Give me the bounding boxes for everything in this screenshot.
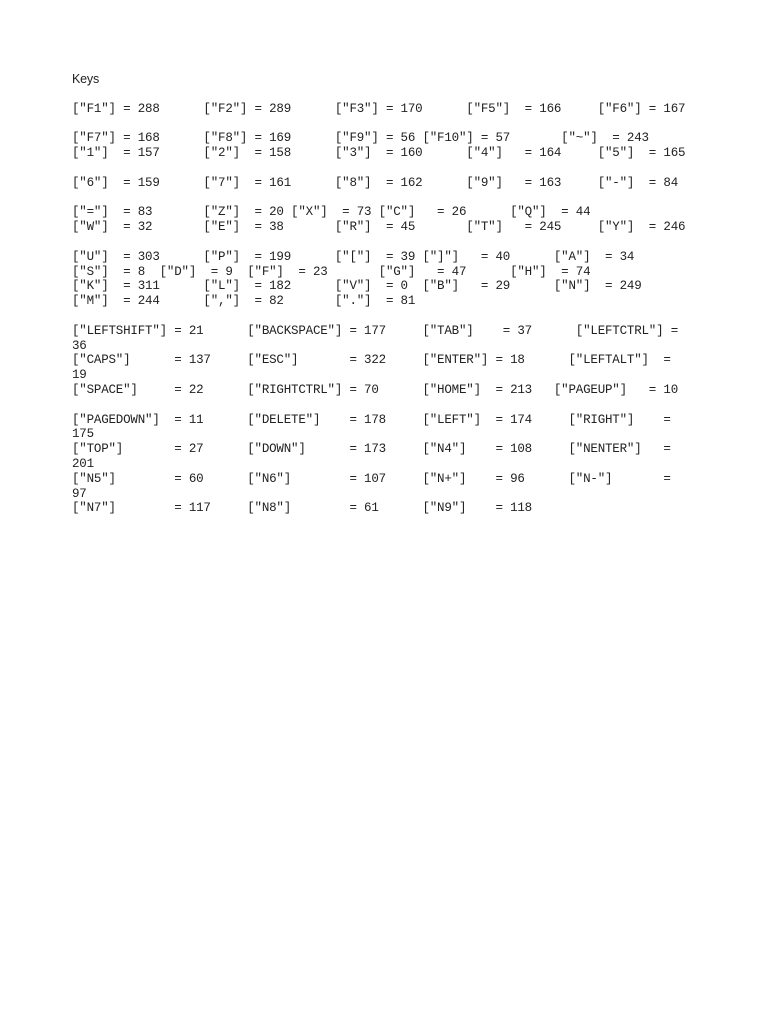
text-line: ["W"] = 32 ["E"] = 38 ["R"] = 45 ["T"] = 245 ["Y"] = 246 bbox=[72, 220, 686, 235]
text-line: ["6"] = 159 ["7"] = 161 ["8"] = 162 ["9"] = 163 ["-"] = 84 bbox=[72, 175, 679, 190]
text-line: ["M"] = 244 [","] = 82 ["."] = 81 bbox=[72, 294, 416, 309]
text-line: ["="] = 83 ["Z"] = 20 ["X"] = 73 ["C"] = 26 ["Q"] = 44 bbox=[72, 205, 591, 220]
text-line: 201 bbox=[72, 456, 94, 471]
blank-line bbox=[72, 87, 712, 102]
text-line: ["F7"] = 168 ["F8"] = 169 ["F9"] = 56 ["F10"] = 57 ["~"] = 243 bbox=[72, 131, 649, 146]
blank-line bbox=[72, 309, 712, 324]
text-line: ["PAGEDOWN"] = 11 ["DELETE"] = 178 ["LEFT"] = 174 ["RIGHT"] = bbox=[72, 412, 671, 427]
text-line: ["S"] = 8 ["D"] = 9 ["F"] = 23 ["G"] = 47 ["H"] = 74 bbox=[72, 264, 591, 279]
text-line: ["LEFTSHIFT"] = 21 ["BACKSPACE"] = 177 ["TAB"] = 37 ["LEFTCTRL"] = bbox=[72, 323, 679, 338]
text-line: ["K"] = 311 ["L"] = 182 ["V"] = 0 ["B"] = 29 ["N"] = 249 bbox=[72, 279, 642, 294]
blank-line bbox=[72, 161, 712, 176]
text-line: ["N5"] = 60 ["N6"] = 107 ["N+"] = 96 ["N-"] = bbox=[72, 471, 671, 486]
text-line: ["N7"] = 117 ["N8"] = 61 ["N9"] = 118 bbox=[72, 501, 532, 516]
text-line: 175 bbox=[72, 427, 94, 442]
blank-line bbox=[72, 117, 712, 132]
key-mapping-list bbox=[72, 87, 712, 516]
blank-line bbox=[72, 235, 712, 250]
text-line: 19 bbox=[72, 368, 87, 383]
text-line: ["U"] = 303 ["P"] = 199 ["["] = 39 ["]"] = 40 ["A"] = 34 bbox=[72, 249, 635, 264]
text-line: ["F1"] = 288 ["F2"] = 289 ["F3"] = 170 ["F5"] = 166 ["F6"] = 167 bbox=[72, 101, 686, 116]
text-line: ["1"] = 157 ["2"] = 158 ["3"] = 160 ["4"] = 164 ["5"] = 165 bbox=[72, 146, 686, 161]
text-line: 36 bbox=[72, 338, 87, 353]
text-line: ["SPACE"] = 22 ["RIGHTCTRL"] = 70 ["HOME"] = 213 ["PAGEUP"] = 10 bbox=[72, 382, 679, 397]
blank-line bbox=[72, 398, 712, 413]
blank-line bbox=[72, 191, 712, 206]
text-line: 97 bbox=[72, 486, 87, 501]
document-title: Keys bbox=[72, 72, 99, 86]
document-page bbox=[72, 71, 712, 516]
text-line: ["CAPS"] = 137 ["ESC"] = 322 ["ENTER"] = 18 ["LEFTALT"] = bbox=[72, 353, 671, 368]
text-line: ["TOP"] = 27 ["DOWN"] = 173 ["N4"] = 108 ["NENTER"] = bbox=[72, 442, 671, 457]
